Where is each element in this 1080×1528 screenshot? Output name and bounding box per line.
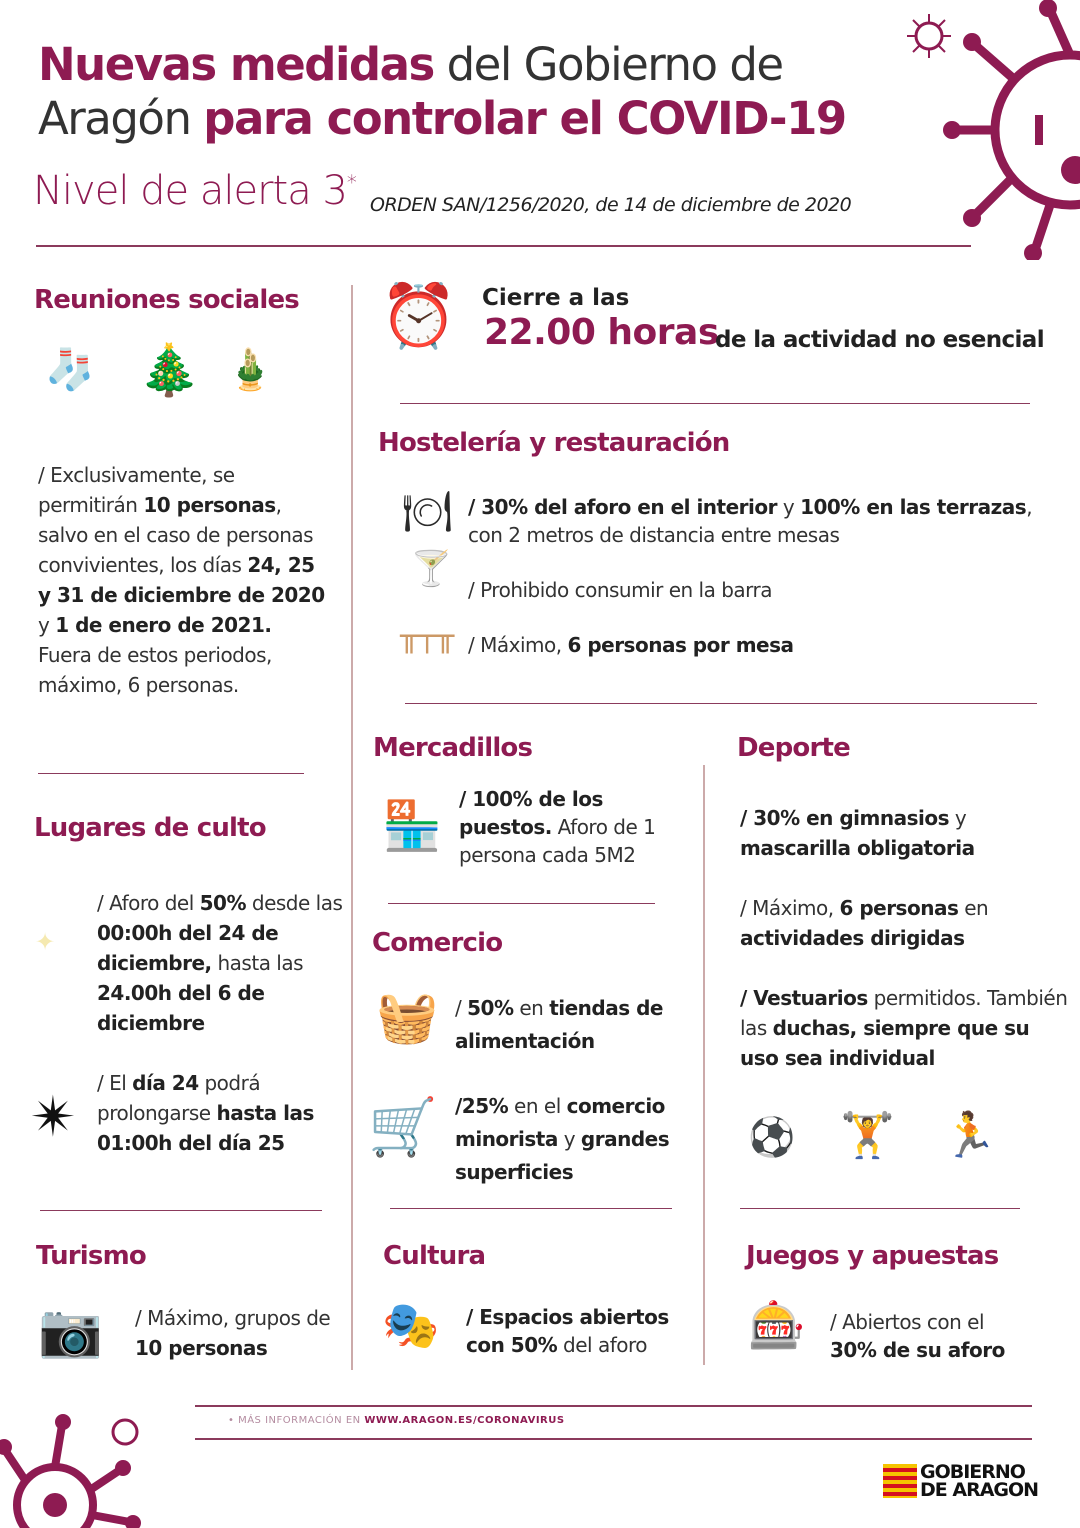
text-segment: 1 de enero de 2021. [55,613,272,637]
logo-line: GOBIERNO [920,1461,1025,1483]
section-title-turismo: Turismo [36,1241,146,1271]
text-segment: 50% [199,891,247,915]
virus-decoration-icon [940,0,1080,260]
order-reference: ORDEN SAN/1256/2020, de 14 de diciembre de 2020 [370,194,852,216]
closing-time: 22.00 horas [484,312,719,353]
theater-masks-icon: 🎭 [382,1298,440,1352]
text-segment: / [455,996,468,1020]
text-segment: 6 personas por mesa [567,633,794,657]
title-line-1 [38,38,846,92]
text-segment: / 100% de los puestos. [459,787,603,839]
weightlifter-icon: 🏋 [840,1110,895,1161]
text-segment: 50% [467,996,514,1020]
text-segment: Fuera de estos periodos, máximo, 6 personas. [38,643,272,697]
text-segment: duchas, siempre que su uso sea individual [740,1016,1030,1070]
alarm-clock-icon: ⏰ [380,279,458,352]
deporte-item [740,803,1060,863]
text-segment: para controlar el COVID-19 [203,92,846,145]
text-segment: actividades dirigidas [740,926,965,950]
text-segment: / Máximo, [468,633,568,657]
text-segment: 24.00h del 6 de diciembre [97,981,265,1035]
poker-chips-icon: 🎰 [748,1298,806,1352]
text-segment: / Espacios abiertos con 50% [466,1305,669,1357]
text-segment: 30% de su aforo [830,1338,1005,1362]
text-segment: 6 personas [839,896,959,920]
hosteleria-item [468,493,1038,549]
title-line-2 [38,92,846,146]
column-divider [703,765,705,1365]
comercio-item [455,992,695,1058]
closing-description: de la actividad no esencial [715,327,1045,353]
text-segment: día 24 [132,1071,199,1095]
text-segment: 24, 25 y 31 de diciembre de 2020 [38,553,325,607]
small-virus-icon [905,12,953,60]
more-info: • MÁS INFORMACIÓN EN WWW.ARAGON.ES/CORONAVIRUS [228,1415,565,1426]
text-segment: mascarilla obligatoria [740,836,975,860]
text-segment: y [557,1127,581,1151]
text-segment: permitidos. También las [740,986,1068,1040]
text-segment: y [38,613,56,637]
divider [38,773,304,774]
runner-icon: 🏃 [942,1110,997,1161]
cocktail-icon: 🍸 [410,549,453,589]
divider [400,403,1030,404]
ornaments-icon: 🎍 [225,347,275,393]
cloche-icon: 🍽 [402,489,453,535]
logo-line: DE ARAGON [920,1479,1039,1501]
section-title-cultura: Cultura [383,1241,486,1271]
text-segment: y [949,806,967,830]
text-segment: Aragón [38,92,204,145]
divider [195,1438,1032,1440]
juegos-text [830,1308,1030,1364]
divider [40,1210,322,1211]
shopping-cart-icon: 🛒 [368,1095,438,1160]
comercio-item [455,1090,700,1189]
text-segment: en [958,896,989,920]
soccer-ball-icon: ⚽ [748,1115,796,1159]
divider [740,1208,1020,1209]
text-segment: del aforo [557,1333,647,1357]
column-divider [351,285,353,1370]
section-title-hosteleria: Hostelería y restauración [378,428,730,458]
text-segment: / 30% en gimnasios [740,806,950,830]
deporte-item [740,893,1060,953]
alert-level-text: Nivel de alerta 3 [33,168,347,214]
text-segment: /25% [455,1094,509,1118]
deporte-item [740,983,1070,1073]
table-icon: ╥┬╥ [400,619,455,654]
star-icon: ✴ [30,1085,77,1150]
section-title-juegos: Juegos y apuestas [746,1241,999,1271]
divider [388,903,655,904]
camera-icon: 📷 [38,1301,103,1361]
hosteleria-item [468,575,772,605]
divider [405,703,1037,704]
text-segment: en el [508,1094,567,1118]
sparkle-icon: ✦ [35,928,56,956]
text-segment: , con 2 metros de distancia entre mesas [468,495,1033,547]
text-segment: hasta las 01:00h del día 25 [97,1101,314,1155]
divider [195,1405,1032,1407]
text-segment: / Vestuarios [740,986,868,1010]
section-title-comercio: Comercio [372,928,503,958]
asterisk: * [346,170,356,195]
section-title-culto: Lugares de culto [34,813,266,843]
section-title-mercadillos: Mercadillos [373,733,533,763]
text-segment: / Máximo, [740,896,840,920]
gobierno-aragon-logo [883,1463,1038,1499]
more-info-label: MÁS INFORMACIÓN EN [238,1415,365,1426]
text-segment: podrá prolongarse [97,1071,261,1125]
text-segment: hasta las [211,951,304,975]
christmas-tree-icon: 🎄 [138,341,201,399]
text-segment: 100% en las terrazas [800,495,1027,519]
hosteleria-item [468,630,794,660]
text-segment: , salvo en el caso de personas convivientes, los días [38,493,314,577]
text-segment: 10 personas [135,1336,268,1360]
text-segment: en [513,996,550,1020]
closing-label: Cierre a las [482,285,630,311]
text-segment: / Exclusivamente, se permitirán [38,463,235,517]
text-segment: / El [97,1071,133,1095]
text-segment: del Gobierno de [433,38,783,91]
section-title-reuniones: Reuniones sociales [34,285,299,315]
virus-decoration-bottom-icon [0,1410,150,1528]
mercadillos-text [459,785,674,869]
text-segment: / Prohibido consumir en la barra [468,578,773,602]
divider [36,245,971,247]
cultura-text [466,1303,691,1359]
text-segment: / Abiertos con el [830,1310,985,1334]
text-segment: comercio minorista [455,1094,665,1151]
text-segment: y [777,495,801,519]
text-segment: / 30% del aforo en el interior [468,495,777,519]
more-info-link[interactable]: WWW.ARAGON.ES/CORONAVIRUS [364,1415,565,1426]
page-title [38,38,846,146]
text-segment: / Aforo del [97,891,200,915]
section-title-deporte: Deporte [737,733,850,763]
text-segment: 00:00h del 24 de diciembre, [97,921,279,975]
reuniones-text [38,460,328,700]
aragon-flag-icon [883,1464,917,1498]
text-segment: grandes superficies [455,1127,670,1184]
market-stall-icon: 🏪 [382,798,442,854]
stocking-icon: 🧦 [45,347,95,393]
text-segment: desde las [246,891,343,915]
turismo-text [135,1303,335,1363]
culto-item [97,888,347,1038]
text-segment: 10 personas [143,493,276,517]
text-segment: / Máximo, grupos de [135,1306,331,1330]
text-segment: tiendas de alimentación [455,996,663,1053]
divider [390,1208,672,1209]
alert-level [33,168,356,214]
text-segment: Nuevas medidas [38,38,434,91]
text-segment: Aforo de 1 persona cada 5M2 [459,815,656,867]
food-basket-icon: 🧺 [376,988,439,1046]
culto-item [97,1068,337,1158]
